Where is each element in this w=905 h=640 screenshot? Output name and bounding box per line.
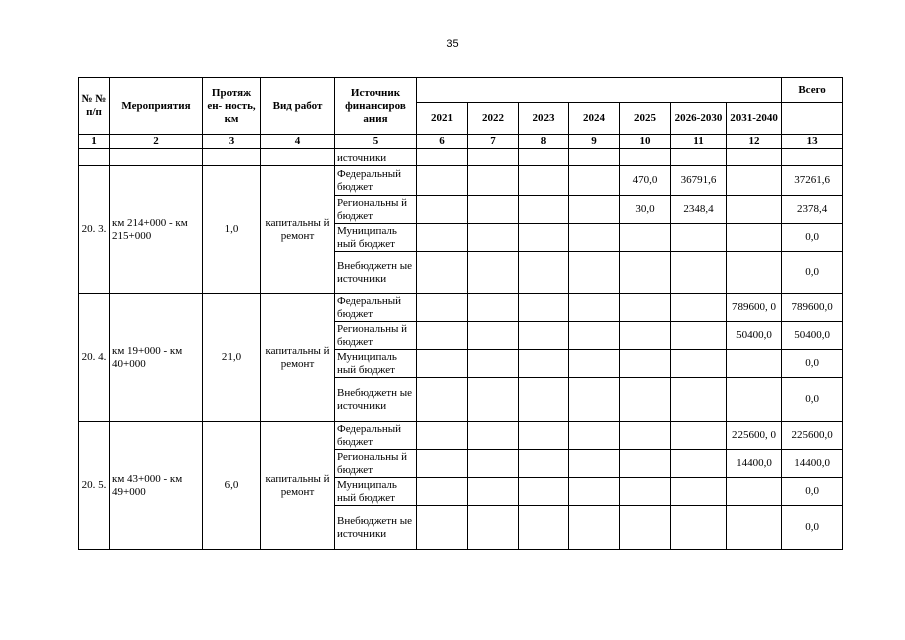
header-measures: Мероприятия <box>110 78 203 135</box>
value-2026-2030 <box>671 294 727 322</box>
value-total: 50400,0 <box>782 322 843 350</box>
source-label: Региональны й бюджет <box>335 322 417 350</box>
table-row <box>79 422 843 450</box>
value-2031-2040 <box>727 478 782 506</box>
value-2026-2030 <box>671 252 727 294</box>
continuation-row <box>79 149 843 166</box>
header-year: 2031-2040 <box>727 103 782 135</box>
item-work-type: капитальны й ремонт <box>261 294 335 422</box>
col-number: 1 <box>79 135 110 149</box>
source-label: Федеральный бюджет <box>335 422 417 450</box>
value-2025 <box>620 450 671 478</box>
source-label: Муниципаль ный бюджет <box>335 350 417 378</box>
value-2025 <box>620 252 671 294</box>
value-total: 0,0 <box>782 350 843 378</box>
item-work-type: капитальны й ремонт <box>261 422 335 550</box>
value-total: 0,0 <box>782 378 843 422</box>
source-label: Внебюджетн ые источники <box>335 506 417 550</box>
value-total: 14400,0 <box>782 450 843 478</box>
item-name: км 19+000 - км 40+000 <box>110 294 203 422</box>
item-length: 21,0 <box>203 294 261 422</box>
col-number: 10 <box>620 135 671 149</box>
value-2031-2040 <box>727 378 782 422</box>
col-number: 3 <box>203 135 261 149</box>
source-label: Внебюджетн ые источники <box>335 252 417 294</box>
header-number: № № п/п <box>79 78 110 135</box>
header-year: 2023 <box>519 103 569 135</box>
source-label: Внебюджетн ые источники <box>335 378 417 422</box>
value-2031-2040 <box>727 196 782 224</box>
value-2025 <box>620 378 671 422</box>
value-2026-2030: 36791,6 <box>671 166 727 196</box>
col-number: 9 <box>569 135 620 149</box>
col-number: 5 <box>335 135 417 149</box>
column-number-row <box>79 135 843 149</box>
item-number: 20. 4. <box>79 294 110 422</box>
header-year: 2026-2030 <box>671 103 727 135</box>
value-total: 0,0 <box>782 224 843 252</box>
header-year: 2024 <box>569 103 620 135</box>
header-total: Всего <box>782 78 843 103</box>
value-2026-2030 <box>671 322 727 350</box>
value-2025: 30,0 <box>620 196 671 224</box>
value-2025 <box>620 294 671 322</box>
value-2031-2040 <box>727 252 782 294</box>
item-work-type: капитальны й ремонт <box>261 166 335 294</box>
value-2031-2040: 789600, 0 <box>727 294 782 322</box>
value-2025 <box>620 478 671 506</box>
value-2031-2040: 14400,0 <box>727 450 782 478</box>
value-2031-2040 <box>727 350 782 378</box>
source-label: Федеральный бюджет <box>335 166 417 196</box>
col-number: 11 <box>671 135 727 149</box>
value-total: 0,0 <box>782 252 843 294</box>
item-length: 1,0 <box>203 166 261 294</box>
col-number: 13 <box>782 135 843 149</box>
header-length: Протяж ен- ность, км <box>203 78 261 135</box>
value-total: 37261,6 <box>782 166 843 196</box>
value-2026-2030 <box>671 378 727 422</box>
page-number: 35 <box>446 38 459 50</box>
value-total: 789600,0 <box>782 294 843 322</box>
source-label: Региональны й бюджет <box>335 196 417 224</box>
value-total: 225600,0 <box>782 422 843 450</box>
source-label: Федеральный бюджет <box>335 294 417 322</box>
table-row <box>79 166 843 196</box>
source-label: источники <box>335 149 417 166</box>
col-number: 4 <box>261 135 335 149</box>
col-number: 8 <box>519 135 569 149</box>
table-row <box>79 294 843 322</box>
value-2026-2030 <box>671 422 727 450</box>
header-year: 2025 <box>620 103 671 135</box>
value-2031-2040 <box>727 166 782 196</box>
source-label: Муниципаль ный бюджет <box>335 478 417 506</box>
header-years-group <box>417 78 782 103</box>
col-number: 12 <box>727 135 782 149</box>
value-total: 0,0 <box>782 506 843 550</box>
col-number: 6 <box>417 135 468 149</box>
value-2026-2030 <box>671 450 727 478</box>
value-2031-2040: 225600, 0 <box>727 422 782 450</box>
value-2026-2030: 2348,4 <box>671 196 727 224</box>
header-funding-source: Источник финансиров ания <box>335 78 417 135</box>
header-year: 2022 <box>468 103 519 135</box>
source-label: Региональны й бюджет <box>335 450 417 478</box>
value-total: 2378,4 <box>782 196 843 224</box>
value-2031-2040: 50400,0 <box>727 322 782 350</box>
value-2026-2030 <box>671 478 727 506</box>
value-2026-2030 <box>671 506 727 550</box>
header-year: 2021 <box>417 103 468 135</box>
value-2025 <box>620 322 671 350</box>
value-2025 <box>620 506 671 550</box>
value-2025 <box>620 422 671 450</box>
col-number: 7 <box>468 135 519 149</box>
value-2025 <box>620 224 671 252</box>
item-length: 6,0 <box>203 422 261 550</box>
item-number: 20. 5. <box>79 422 110 550</box>
col-number: 2 <box>110 135 203 149</box>
value-total: 0,0 <box>782 478 843 506</box>
source-label: Муниципаль ный бюджет <box>335 224 417 252</box>
financing-table <box>78 77 843 550</box>
item-name: км 43+000 - км 49+000 <box>110 422 203 550</box>
value-2025 <box>620 350 671 378</box>
header-work-type: Вид работ <box>261 78 335 135</box>
item-number: 20. 3. <box>79 166 110 294</box>
header-total-blank <box>782 103 843 135</box>
value-2031-2040 <box>727 506 782 550</box>
item-name: км 214+000 - км 215+000 <box>110 166 203 294</box>
value-2026-2030 <box>671 350 727 378</box>
value-2031-2040 <box>727 224 782 252</box>
value-2025: 470,0 <box>620 166 671 196</box>
value-2026-2030 <box>671 224 727 252</box>
